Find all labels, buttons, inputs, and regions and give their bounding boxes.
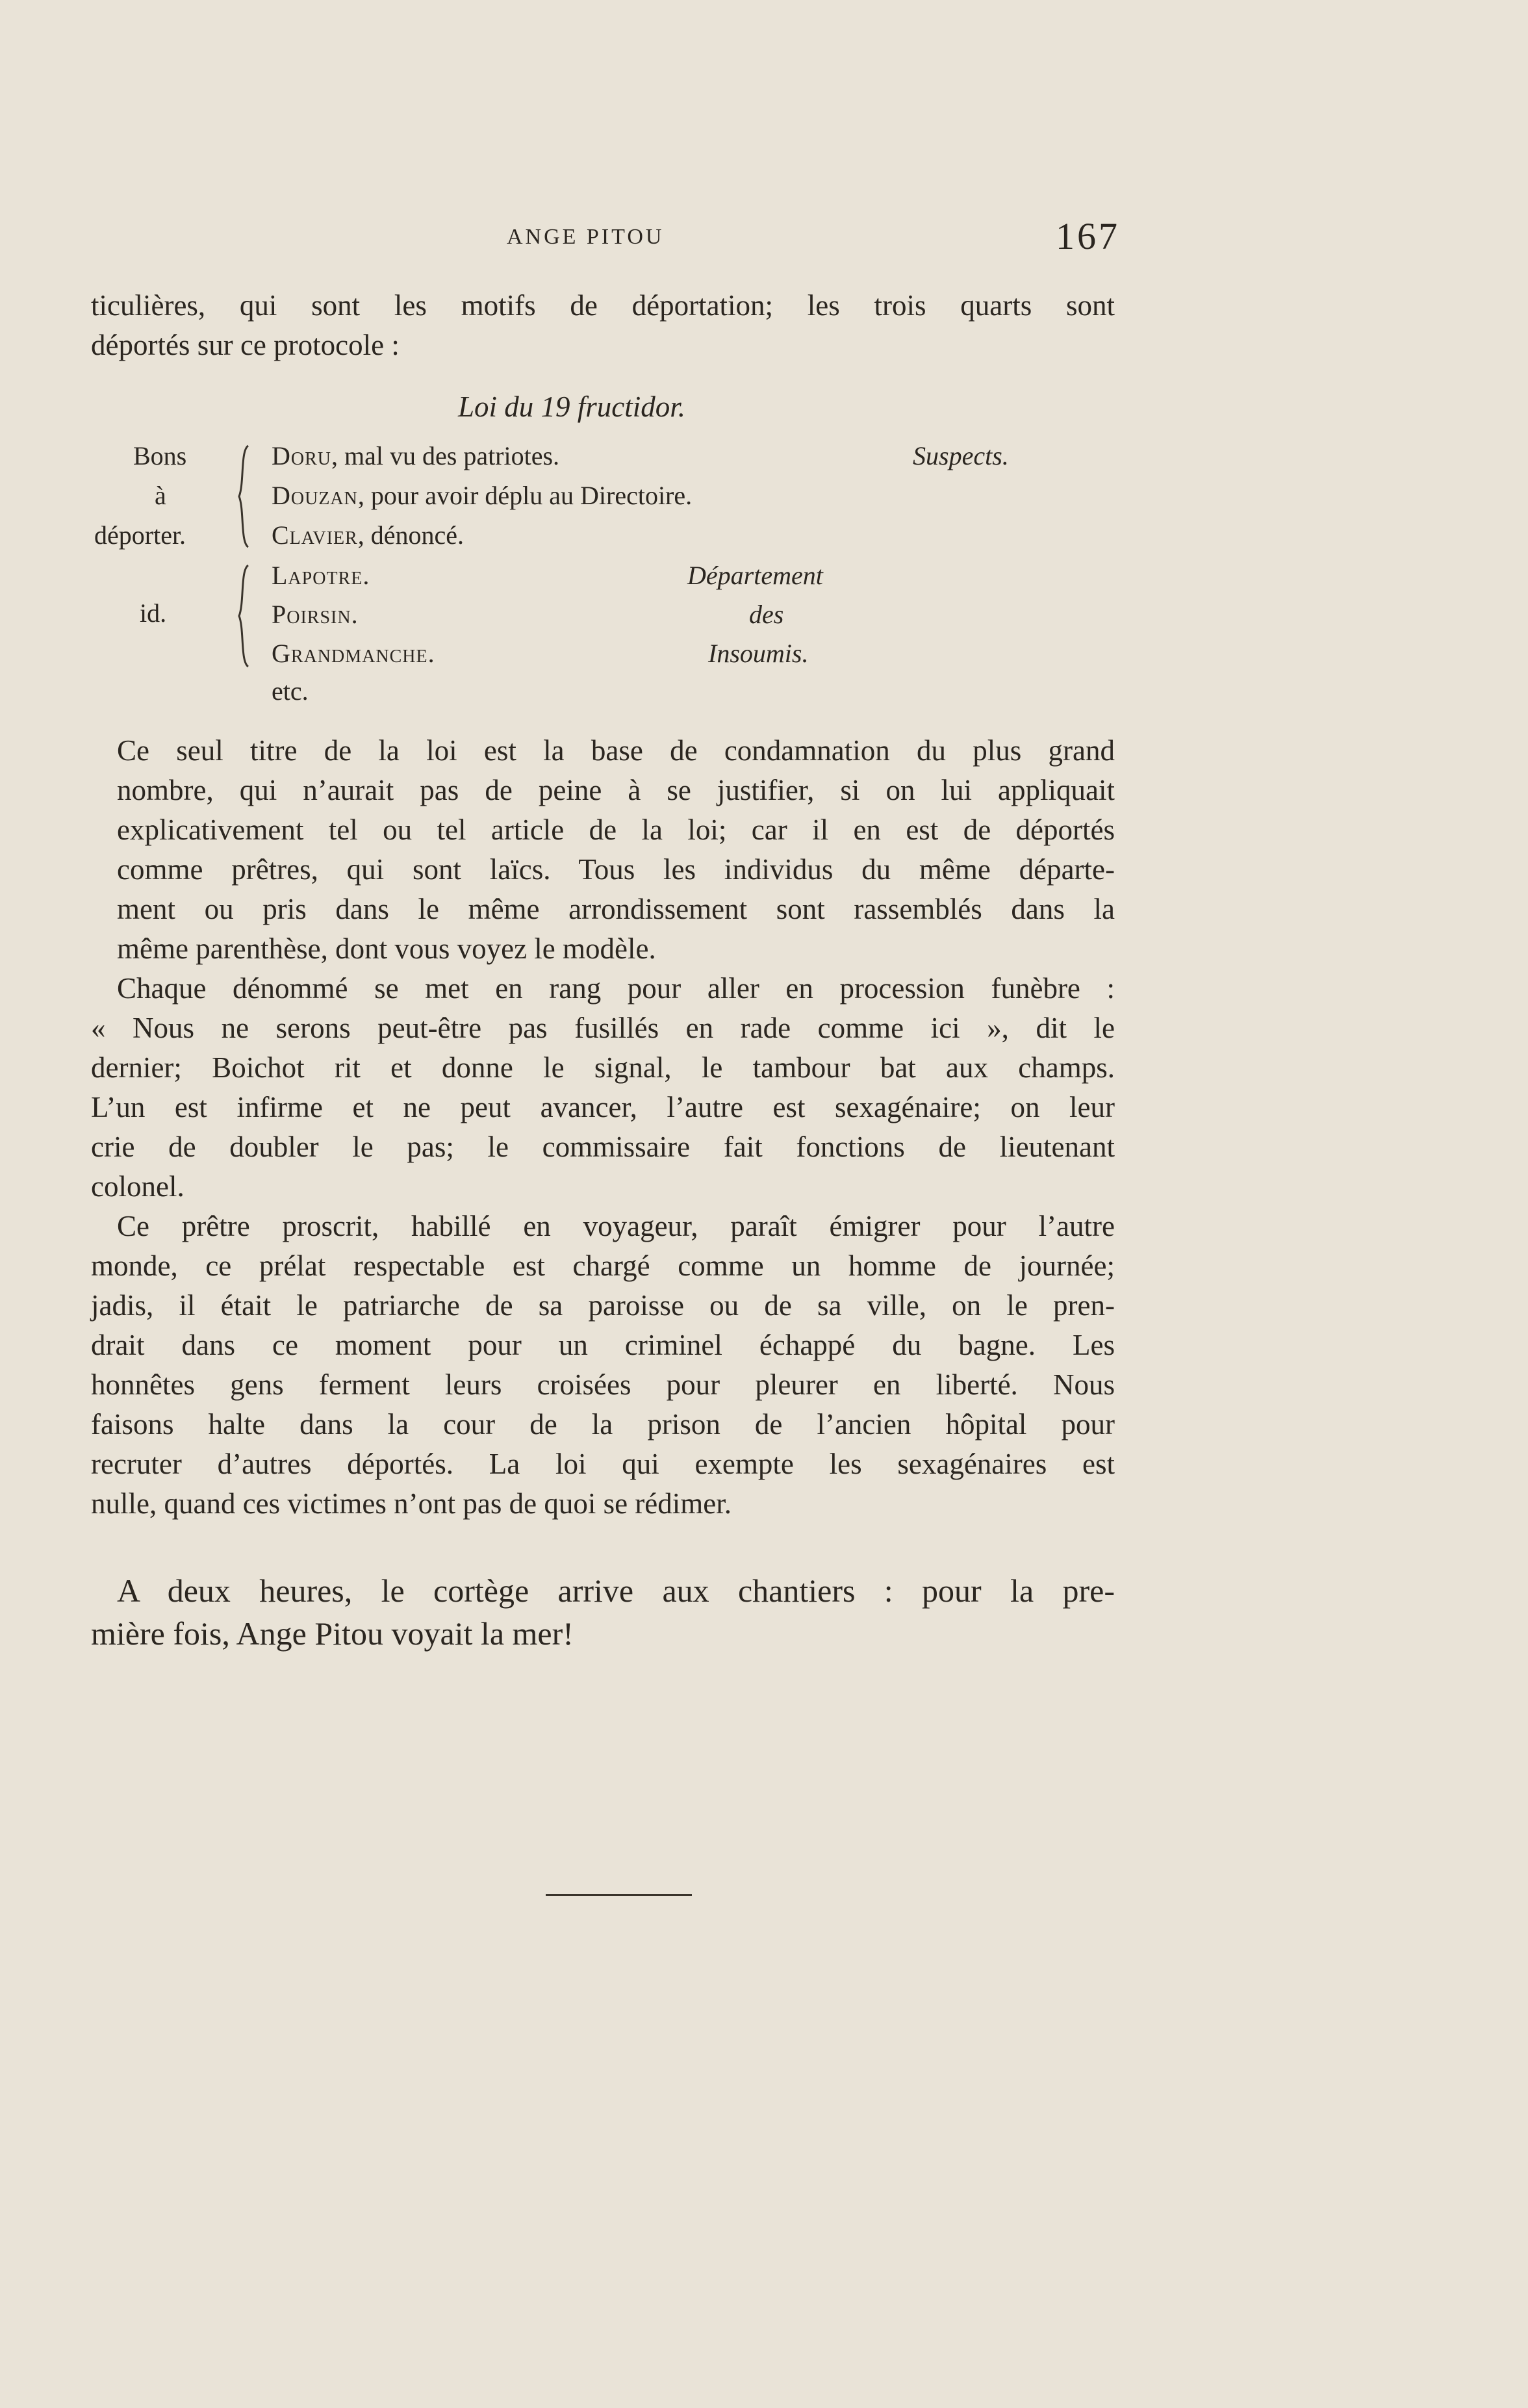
text-line: ment ou pris dans le même arrondissement sont rassemblés dans la — [117, 893, 1115, 925]
text-line: Chaque dénommé se met en rang pour aller en procession funèbre : — [117, 972, 1115, 1005]
text-line: même parenthèse, dont vous voyez le modèle. — [117, 932, 656, 965]
paragraph-2 — [91, 969, 1115, 1207]
text-line: nombre, qui n’aurait pas de peine à se justifier, si on lui appliquait — [117, 774, 1115, 806]
group2-entry: Grandmanche. — [272, 639, 435, 668]
group1-brace-icon — [234, 444, 253, 548]
protocol-title: Loi du 19 fructidor. — [458, 391, 686, 423]
section-end-rule — [546, 1894, 692, 1896]
text-line: déportés sur ce protocole : — [91, 329, 400, 361]
group2-category-line: des — [749, 600, 784, 629]
text-line: Ce seul titre de la loi est la base de condamnation du plus grand — [117, 734, 1115, 767]
text-line: « Nous ne serons peut-être pas fusillés en rade comme ici », dit le — [91, 1012, 1115, 1044]
text-line: comme prêtres, qui sont laïcs. Tous les individus du même départe- — [117, 853, 1115, 886]
group2-entry: Poirsin. — [272, 600, 358, 629]
group1-category: Suspects. — [913, 441, 1009, 470]
paragraph-3 — [91, 1207, 1115, 1524]
group1-label-line: déporter. — [94, 520, 186, 550]
group1-entry: Clavier, dénoncé. — [272, 520, 464, 550]
text-line: L’un est infirme et ne peut avancer, l’autre est sexagénaire; on leur — [91, 1091, 1115, 1123]
group2-brace-icon — [234, 564, 253, 668]
protocol-table — [0, 0, 1528, 715]
text-line: jadis, il était le patriarche de sa paroisse ou de sa ville, on le pren- — [91, 1289, 1115, 1322]
text-line: monde, ce prélat respectable est chargé comme un homme de journée; — [91, 1249, 1115, 1282]
text-line: recruter d’autres déportés. La loi qui exempte les sexagénaires est — [91, 1448, 1115, 1480]
text-line: mière fois, Ange Pitou voyait la mer! — [91, 1615, 574, 1652]
running-title: ANGE PITOU — [507, 225, 665, 249]
group2-category-line: Département — [687, 561, 823, 590]
closing-paragraph — [91, 1569, 1115, 1655]
text-line: drait dans ce moment pour un criminel échappé du bagne. Les — [91, 1329, 1115, 1361]
group2-label: id. — [140, 598, 167, 628]
text-line: explicativement tel ou tel article de la loi; car il en est de déportés — [117, 813, 1115, 846]
text-line: crie de doubler le pas; le commissaire fait fonctions de lieutenant — [91, 1131, 1115, 1163]
text-line: colonel. — [91, 1170, 185, 1203]
group1-entry: Douzan, pour avoir déplu au Directoire. — [272, 481, 693, 510]
text-line: honnêtes gens ferment leurs croisées pour pleurer en liberté. Nous — [91, 1368, 1115, 1401]
text-line: nulle, quand ces victimes n’ont pas de quoi se rédimer. — [91, 1487, 732, 1520]
text-line: dernier; Boichot rit et donne le signal, le tambour bat aux champs. — [91, 1051, 1115, 1084]
text-line: faisons halte dans la cour de la prison de l’ancien hôpital pour — [91, 1408, 1115, 1441]
page-number: 167 — [1056, 215, 1120, 257]
group1-label-line: Bons — [133, 441, 187, 470]
group2-category-line: Insoumis. — [708, 639, 809, 668]
text-line: A deux heures, le cortège arrive aux chantiers : pour la pre- — [117, 1572, 1115, 1609]
group2-etc: etc. — [272, 676, 309, 706]
paragraph-1 — [91, 731, 1115, 969]
group1-entry: Doru, mal vu des patriotes. — [272, 441, 560, 470]
group1-label-line: à — [155, 481, 166, 510]
text-line: ticulières, qui sont les motifs de déportation; les trois quarts sont — [91, 289, 1115, 322]
group2-entry: Lapotre. — [272, 561, 370, 590]
text-line: Ce prêtre proscrit, habillé en voyageur, paraît émigrer pour l’autre — [117, 1210, 1115, 1242]
